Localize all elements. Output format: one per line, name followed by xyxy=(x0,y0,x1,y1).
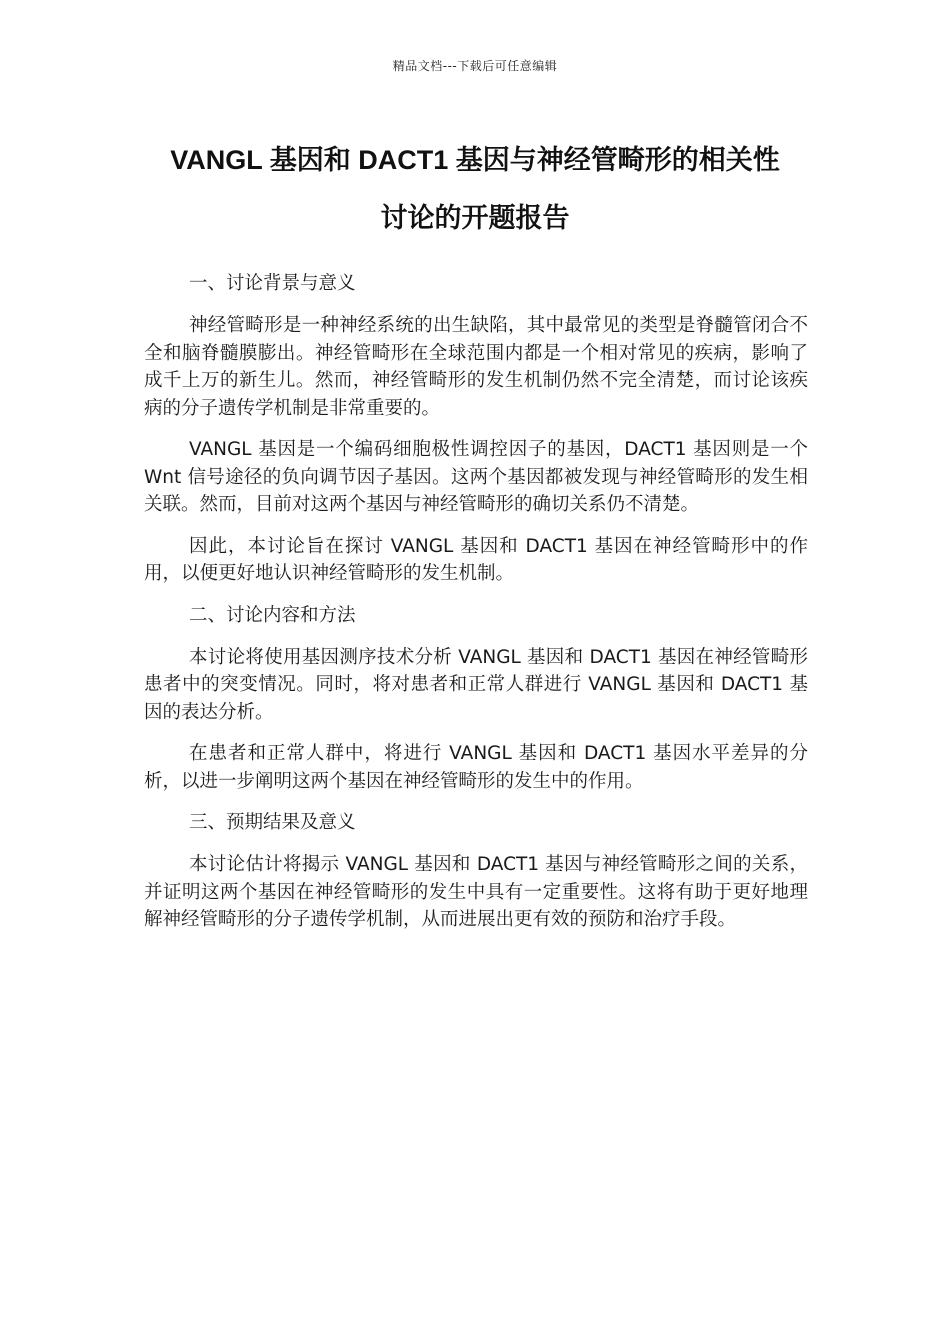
body-paragraph: 因此，本讨论旨在探讨 VANGL 基因和 DACT1 基因在神经管畸形中的作用，以便更好地认识神经管畸形的发生机制。 xyxy=(144,535,808,584)
section-expected-results xyxy=(144,809,808,934)
body-paragraph: 神经管畸形是一种神经系统的出生缺陷，其中最常见的类型是脊髓管闭合不全和脑脊髓膜膨出。神经管畸形在全球范围内都是一个相对常见的疾病，影响了成千上万的新生儿。然而，神经管畸形的发生机制仍然不完全清楚，而讨论该疾病的分子遗传学机制是非常重要的。 xyxy=(144,315,808,419)
section-heading: 三、预期结果及意义 xyxy=(189,812,356,833)
page-header-watermark: 精品文档---下载后可任意编辑 xyxy=(392,59,558,73)
document-title-line-2: 讨论的开题报告 xyxy=(380,203,570,233)
section-heading: 一、讨论背景与意义 xyxy=(189,273,356,294)
body-paragraph: 本讨论估计将揭示 VANGL 基因和 DACT1 基因与神经管畸形之间的关系，并证明这两个基因在神经管畸形的发生中具有一定重要性。这将有助于更好地理解神经管畸形的分子遗传学机制，从而进展出更有效的预防和治疗手段。 xyxy=(144,854,808,930)
body-paragraph: 本讨论将使用基因测序技术分析 VANGL 基因和 DACT1 基因在神经管畸形患者中的突变情况。同时，将对患者和正常人群进行 VANGL 基因和 DACT1 基因的表达分析。 xyxy=(144,646,808,723)
section-heading: 二、讨论内容和方法 xyxy=(189,604,356,626)
document-title-line-1: VANGL 基因和 DACT1 基因与神经管畸形的相关性 xyxy=(170,145,780,175)
section-background xyxy=(144,270,808,588)
body-paragraph: VANGL 基因是一个编码细胞极性调控因子的基因，DACT1 基因则是一个 Wnt 信号途径的负向调节因子基因。这两个基因都被发现与神经管畸形的发生相关联。然而，目前对这两个基因与神经管畸形的确切关系仍不清楚。 xyxy=(144,439,808,515)
document-body xyxy=(144,270,808,948)
body-paragraph: 在患者和正常人群中，将进行 VANGL 基因和 DACT1 基因水平差异的分析，以进一步阐明这两个基因在神经管畸形的发生中的作用。 xyxy=(144,743,808,792)
section-content-methods xyxy=(144,602,808,796)
